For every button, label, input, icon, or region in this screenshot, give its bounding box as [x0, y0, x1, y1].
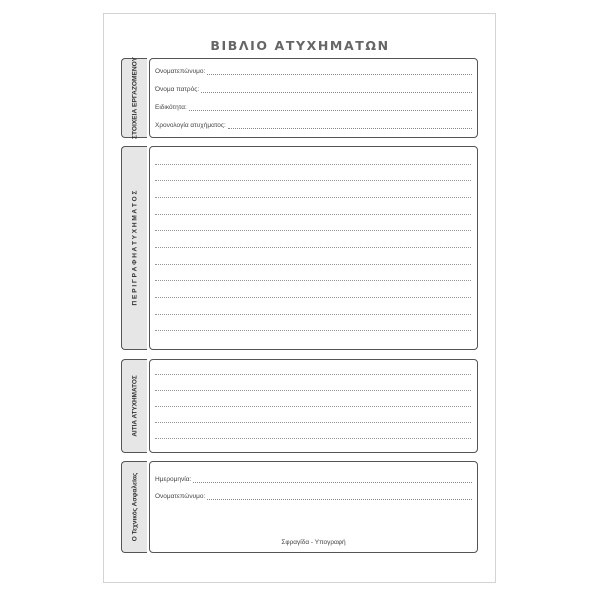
document-title: ΒΙΒΛΙΟ ΑΤΥΧΗΜΑΤΩΝ	[210, 38, 390, 53]
safety-technician-section-tab-label: Ο Τεχνικός Ασφαλείας	[131, 472, 138, 542]
safety-technician-section	[121, 461, 478, 553]
father-name-field[interactable]	[155, 85, 472, 94]
father-name-field-label: Όνομα πατρός:	[155, 86, 200, 93]
cause-line	[155, 438, 471, 439]
cause-line	[155, 422, 471, 423]
stamp-signature-label: Σφραγίδα - Υπογραφή	[281, 539, 346, 546]
date-field-label: Ημερομηνία:	[155, 476, 192, 483]
accident-date-field-line	[228, 127, 472, 129]
technician-name-field[interactable]	[155, 492, 472, 501]
description-line	[155, 247, 471, 248]
description-line	[155, 230, 471, 231]
description-section-tab-label: Π Ε Ρ Ι Γ Ρ Α Φ Η Α Τ Υ Χ Η Μ Α Τ Ο Σ	[131, 190, 138, 306]
description-line	[155, 214, 471, 215]
description-section-tab	[121, 146, 147, 350]
cause-box[interactable]	[149, 359, 478, 453]
description-line	[155, 330, 471, 331]
employee-section-tab	[121, 58, 147, 138]
safety-technician-box	[149, 461, 478, 553]
description-section	[121, 146, 478, 350]
description-line	[155, 264, 471, 265]
accident-date-field[interactable]	[155, 121, 472, 130]
specialty-field-label: Ειδικότητα:	[155, 104, 187, 111]
date-field[interactable]	[155, 475, 472, 484]
name-field[interactable]	[155, 67, 472, 76]
description-line	[155, 280, 471, 281]
description-line	[155, 314, 471, 315]
cause-line	[155, 374, 471, 375]
technician-name-field-line	[207, 498, 472, 500]
cause-section-tab	[121, 359, 147, 453]
father-name-field-line	[201, 91, 472, 93]
description-line	[155, 197, 471, 198]
date-field-line	[193, 481, 472, 483]
employee-section-tab-label: ΣΤΟΙΧΕΙΑ ΕΡΓΑΖΟΜΕΝΟΥ	[131, 56, 138, 140]
description-line	[155, 297, 471, 298]
description-box[interactable]	[149, 146, 478, 350]
cause-section-tab-label: ΑΙΤΙΑ ΑΤΥΧΗΜΑΤΟΣ	[131, 375, 138, 437]
technician-name-field-label: Ονοματεπώνυμο:	[155, 493, 206, 500]
cause-line	[155, 390, 471, 391]
name-field-line	[207, 73, 472, 75]
accident-date-field-label: Χρονολογία ατυχήματος:	[155, 122, 226, 129]
safety-technician-section-tab	[121, 461, 147, 553]
employee-section	[121, 58, 478, 138]
specialty-field-line	[189, 109, 472, 111]
specialty-field[interactable]	[155, 103, 472, 112]
description-line	[155, 180, 471, 181]
name-field-label: Ονοματεπώνυμο:	[155, 68, 206, 75]
cause-line	[155, 406, 471, 407]
cause-section	[121, 359, 478, 453]
description-line	[155, 164, 471, 165]
employee-details-box	[149, 58, 478, 138]
